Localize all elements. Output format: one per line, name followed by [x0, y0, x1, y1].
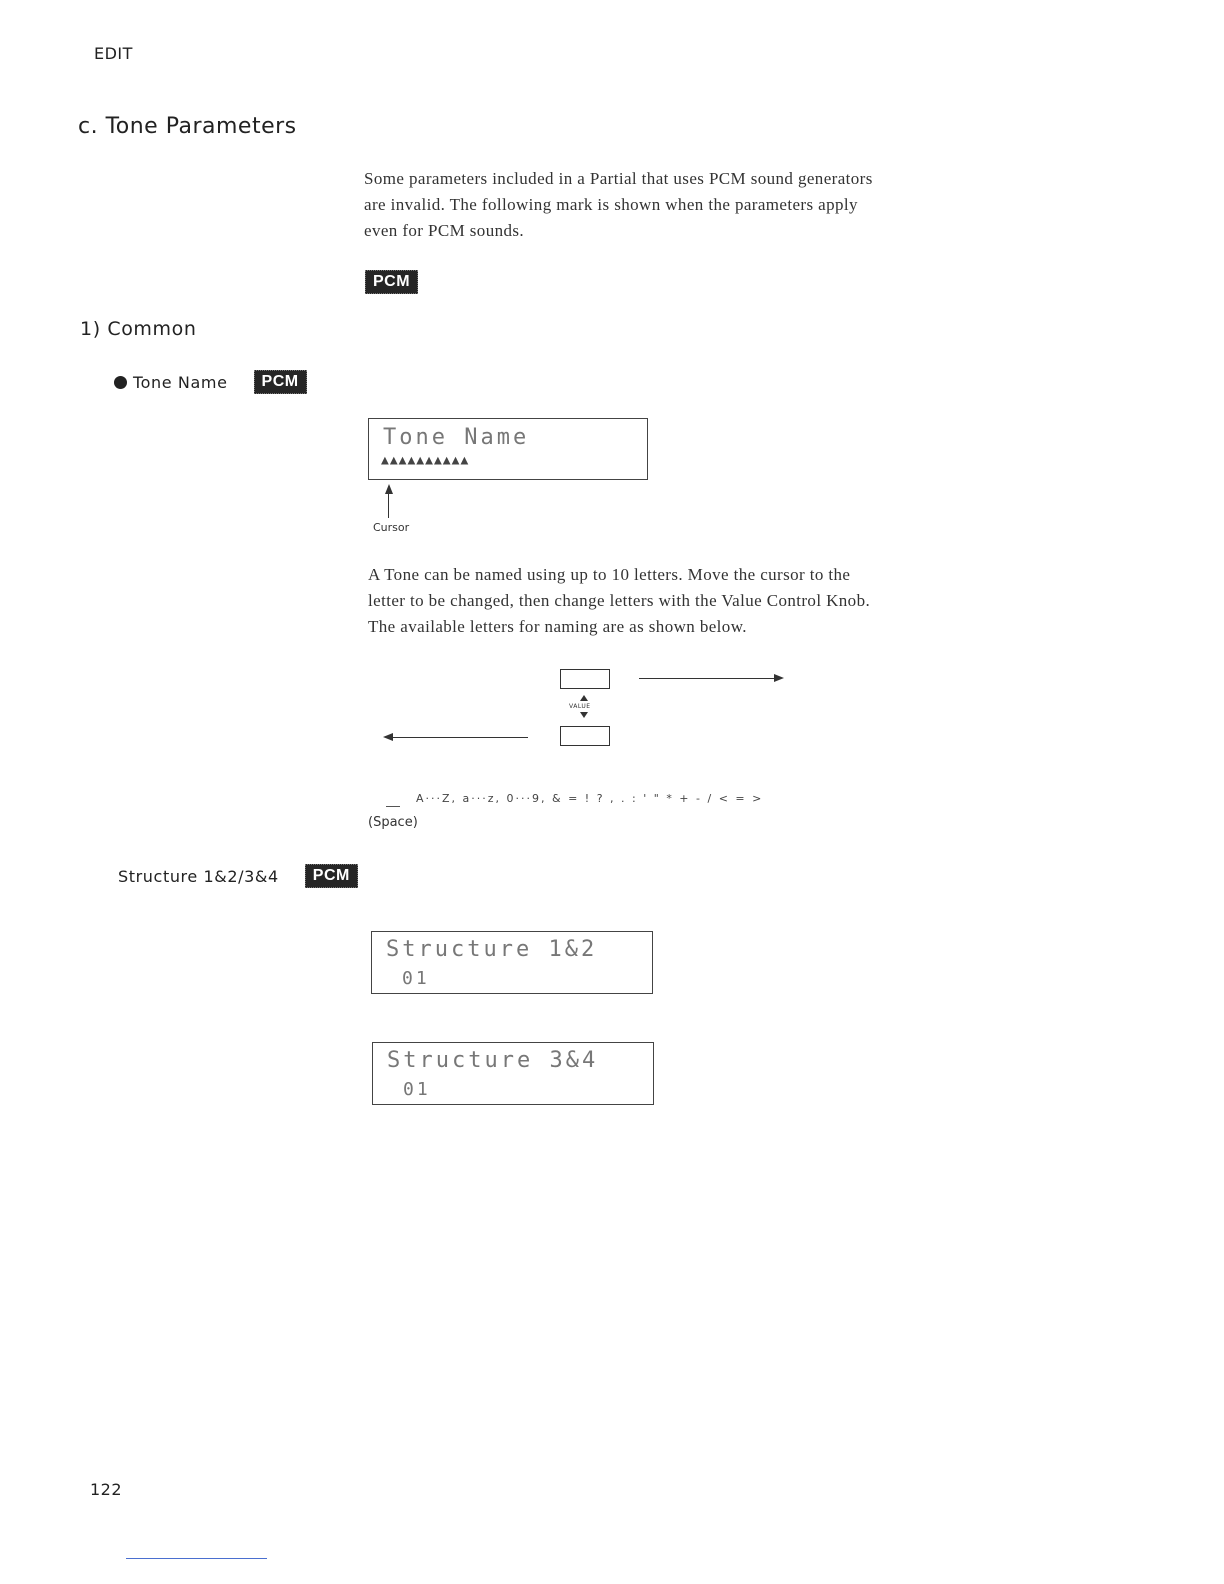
- desc-line: letter to be changed, then change letters with the Value Control Knob.: [368, 591, 871, 610]
- structure-12-lcd: [371, 931, 653, 994]
- footer-divider: [126, 1558, 267, 1559]
- cursor-label: Cursor: [373, 521, 410, 534]
- tone-name-description: [368, 562, 978, 640]
- intro-line: are invalid. The following mark is shown when the parameters apply: [364, 195, 858, 214]
- section-title: c. Tone Parameters: [78, 114, 297, 139]
- structure-title: Structure 1&2/3&4: [118, 866, 279, 886]
- lcd-line-1: Tone Name: [383, 425, 530, 450]
- cursor-arrow-icon: [385, 484, 393, 494]
- lcd-line-1: Structure 3&4: [387, 1048, 599, 1073]
- value-up-icon: [580, 695, 588, 701]
- left-arrow-icon: [383, 733, 393, 741]
- page-number: 122: [90, 1480, 123, 1499]
- tone-name-title: Tone Name: [133, 372, 228, 392]
- tone-name-lcd: [368, 418, 648, 480]
- value-down-button: [560, 726, 610, 746]
- lcd-line-2: 01: [402, 968, 430, 989]
- pcm-badge: PCM: [305, 864, 358, 888]
- tone-name-heading: [114, 370, 307, 394]
- pcm-badge: PCM: [365, 270, 418, 294]
- header-label: EDIT: [94, 44, 133, 63]
- value-up-button: [560, 669, 610, 689]
- space-label: (Space): [368, 815, 418, 830]
- charset-line: A···Z, a···z, 0···9, & = ! ? , . : ' " * + - / < = >: [416, 792, 764, 805]
- value-down-icon: [580, 712, 588, 718]
- lcd-line-2: 01: [403, 1079, 431, 1100]
- structure-34-lcd: [372, 1042, 654, 1105]
- lcd-line-2: ▲▲▲▲▲▲▲▲▲▲: [381, 453, 470, 468]
- bullet-icon: [114, 376, 127, 389]
- left-arrow-line: [392, 737, 528, 738]
- intro-line: Some parameters included in a Partial that uses PCM sound generators: [364, 169, 873, 188]
- desc-line: A Tone can be named using up to 10 letters. Move the cursor to the: [368, 565, 851, 584]
- intro-line: even for PCM sounds.: [364, 221, 525, 240]
- structure-heading: [118, 864, 358, 888]
- right-arrow-icon: [774, 674, 784, 682]
- space-symbol-icon: [386, 806, 400, 807]
- lcd-line-1: Structure 1&2: [386, 937, 598, 962]
- value-label: VALUE: [569, 703, 591, 710]
- desc-line: The available letters for naming are as shown below.: [368, 617, 747, 636]
- intro-paragraph: [364, 166, 974, 244]
- common-heading: 1) Common: [80, 318, 197, 340]
- right-arrow-line: [639, 678, 775, 679]
- pcm-badge: PCM: [254, 370, 307, 394]
- cursor-line: [388, 492, 389, 518]
